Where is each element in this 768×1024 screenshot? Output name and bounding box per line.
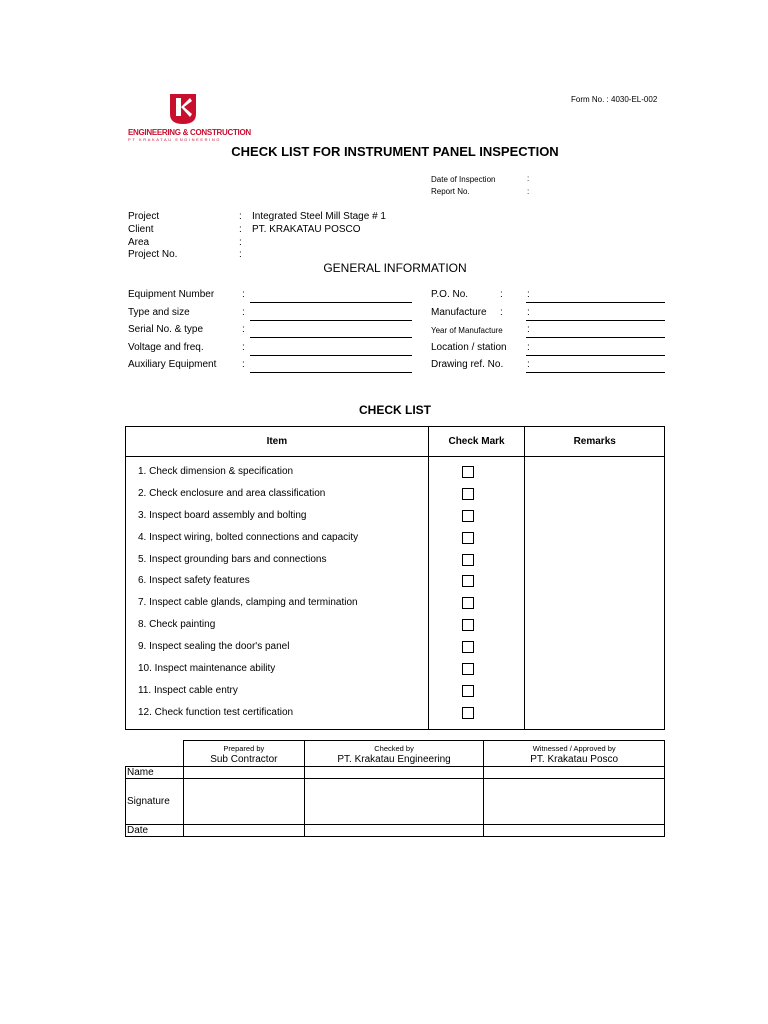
project-no-colon: :	[239, 249, 242, 260]
prepared-by-label: Prepared by	[223, 743, 265, 753]
voltage-freq-label: Voltage and freq.	[128, 342, 204, 353]
colon: :	[527, 324, 530, 335]
colon: :	[527, 342, 530, 353]
auxiliary-equipment-label: Auxiliary Equipment	[128, 359, 217, 370]
date-colon: :	[527, 174, 530, 183]
client-colon: :	[239, 224, 242, 235]
remarks-cell[interactable]	[525, 457, 665, 730]
location-station-label: Location / station	[431, 342, 507, 353]
remarks-column-header: Remarks	[525, 427, 665, 457]
colon: :	[500, 289, 503, 300]
blank-corner-cell	[126, 741, 184, 767]
checked-by-header	[304, 741, 484, 767]
date-field[interactable]	[183, 825, 304, 837]
project-label: Project	[128, 211, 160, 222]
checkbox[interactable]	[462, 488, 474, 500]
checklist-item: 6. Inspect safety features	[138, 575, 250, 587]
client-value: PT. KRAKATAU POSCO	[252, 224, 361, 235]
type-size-label: Type and size	[128, 307, 190, 318]
checklist-item: 5. Inspect grounding bars and connections	[138, 553, 327, 565]
checklist-item: 3. Inspect board assembly and bolting	[138, 509, 307, 521]
name-field[interactable]	[484, 767, 665, 779]
checkbox[interactable]	[462, 532, 474, 544]
date-field[interactable]	[484, 825, 665, 837]
checklist-item: 1. Check dimension & specification	[138, 466, 294, 477]
logo-subtext: PT KRAKATAU ENGINEERING	[128, 137, 222, 142]
company-logo	[128, 92, 251, 144]
colon: :	[242, 359, 245, 370]
serial-no-field[interactable]	[250, 337, 412, 338]
logo-text: ENGINEERING & CONSTRUCTION	[128, 128, 251, 137]
witnessed-by-header	[484, 741, 665, 767]
prepared-by-org: Sub Contractor	[210, 753, 278, 765]
prepared-by-header	[183, 741, 304, 767]
checkbox[interactable]	[462, 619, 474, 631]
auxiliary-equipment-field[interactable]	[250, 372, 412, 373]
colon: :	[242, 342, 245, 353]
project-no-label: Project No.	[128, 249, 178, 260]
checkbox[interactable]	[462, 510, 474, 522]
report-colon: :	[527, 187, 530, 196]
colon: :	[500, 307, 503, 318]
name-field[interactable]	[183, 767, 304, 779]
project-colon: :	[239, 211, 242, 222]
year-of-manufacture-label: Year of Manufacture	[431, 326, 503, 335]
name-row-label: Name	[126, 767, 184, 779]
check-mark-cell	[428, 457, 525, 730]
form-number: Form No. : 4030-EL-002	[571, 95, 658, 104]
checked-by-org: PT. Krakatau Engineering	[337, 753, 451, 765]
drawing-ref-field[interactable]	[526, 372, 665, 373]
area-colon: :	[239, 237, 242, 248]
witnessed-by-label: Witnessed / Approved by	[532, 743, 616, 753]
manufacture-field[interactable]	[526, 320, 665, 321]
po-no-field[interactable]	[526, 302, 665, 303]
signoff-table	[125, 740, 665, 837]
drawing-ref-label: Drawing ref. No.	[431, 359, 504, 370]
checkbox[interactable]	[462, 554, 474, 566]
checkbox[interactable]	[462, 663, 474, 675]
witnessed-by-org: PT. Krakatau Posco	[530, 753, 619, 765]
checklist-item: 11. Inspect cable entry	[138, 684, 238, 696]
checkbox[interactable]	[462, 597, 474, 609]
checkbox[interactable]	[462, 641, 474, 653]
report-no-label: Report No.	[431, 187, 470, 196]
checkbox[interactable]	[462, 466, 474, 478]
name-field[interactable]	[304, 767, 484, 779]
colon: :	[242, 307, 245, 318]
date-row-label: Date	[126, 825, 184, 837]
colon: :	[527, 289, 530, 300]
equipment-number-label: Equipment Number	[128, 289, 215, 300]
checklist-item: 4. Inspect wiring, bolted connections and capacity	[138, 531, 359, 543]
signature-field[interactable]	[183, 779, 304, 825]
area-label: Area	[128, 237, 150, 248]
date-field[interactable]	[304, 825, 484, 837]
checklist-table	[125, 426, 665, 730]
type-size-field[interactable]	[250, 320, 412, 321]
items-cell	[126, 457, 429, 730]
colon: :	[242, 289, 245, 300]
checkbox[interactable]	[462, 685, 474, 697]
signature-field[interactable]	[484, 779, 665, 825]
checkbox[interactable]	[462, 707, 474, 719]
check-mark-column-header: Check Mark	[428, 427, 525, 457]
checklist-title: CHECK LIST	[359, 403, 431, 417]
voltage-freq-field[interactable]	[250, 355, 412, 356]
year-of-manufacture-field[interactable]	[526, 337, 665, 338]
checklist-item: 9. Inspect sealing the door's panel	[138, 641, 290, 653]
colon: :	[527, 359, 530, 370]
checklist-item: 12. Check function test certification	[138, 706, 294, 718]
date-of-inspection-label: Date of Inspection	[431, 175, 496, 184]
colon: :	[242, 324, 245, 335]
checked-by-label: Checked by	[374, 743, 414, 753]
location-station-field[interactable]	[526, 355, 665, 356]
logo-emblem-icon	[168, 92, 198, 126]
equipment-number-field[interactable]	[250, 302, 412, 303]
checklist-item: 8. Check painting	[138, 619, 216, 631]
colon: :	[527, 307, 530, 318]
serial-no-label: Serial No. & type	[128, 324, 204, 335]
signature-row-label: Signature	[126, 779, 184, 825]
po-no-label: P.O. No.	[431, 289, 469, 300]
project-value: Integrated Steel Mill Stage # 1	[252, 211, 386, 222]
page-title: CHECK LIST FOR INSTRUMENT PANEL INSPECTION	[231, 144, 559, 159]
signature-field[interactable]	[304, 779, 484, 825]
checklist-item: 2. Check enclosure and area classification	[138, 487, 326, 499]
checklist-item: 7. Inspect cable glands, clamping and termination	[138, 597, 358, 609]
general-information-title: GENERAL INFORMATION	[323, 261, 467, 275]
client-label: Client	[128, 224, 154, 235]
checkbox[interactable]	[462, 575, 474, 587]
checklist-item: 10. Inspect maintenance ability	[138, 663, 276, 675]
manufacture-label: Manufacture	[431, 307, 487, 318]
item-column-header: Item	[126, 427, 429, 457]
